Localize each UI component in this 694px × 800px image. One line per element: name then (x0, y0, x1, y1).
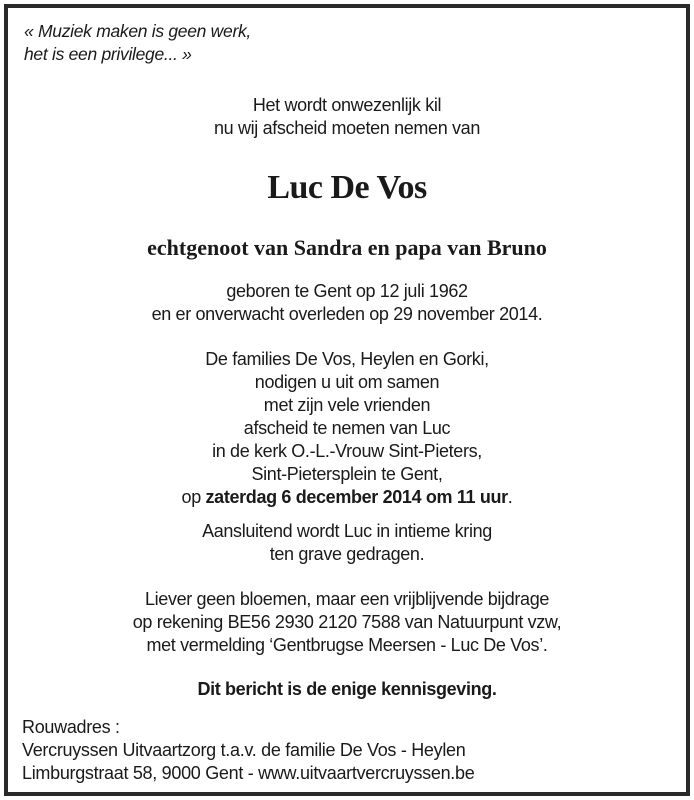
notice-text: Dit bericht is de enige kennisgeving. (197, 679, 497, 699)
burial-line-1: Aansluitend wordt Luc in intieme kring (202, 521, 492, 541)
intro-text (8, 94, 686, 140)
donation-text (8, 588, 686, 657)
address-line-1: Vercruyssen Uitvaartzorg t.a.v. de familie De Vos - Heylen (22, 740, 466, 760)
burial-text (8, 520, 686, 566)
ceremony-line-5: in de kerk O.-L.-Vrouw Sint-Pieters, (212, 441, 482, 461)
ceremony-line-3: met zijn vele vrienden (263, 395, 431, 415)
address-line-2: Limburgstraat 58, 9000 Gent - www.uitvaartvercruyssen.be (22, 763, 475, 783)
ceremony-date-line (8, 486, 686, 509)
donation-line-1: Liever geen bloemen, maar een vrijblijvende bijdrage (144, 589, 550, 609)
ceremony-date: zaterdag 6 december 2014 om 11 uur (205, 487, 508, 507)
obituary-notice (4, 4, 690, 796)
birth-line-2: en er onverwacht overleden op 29 november 2014. (151, 304, 543, 324)
quote (24, 20, 251, 66)
quote-line-2: het is een privilege... » (24, 44, 192, 64)
ceremony-date-prefix: op (181, 487, 206, 507)
donation-line-3: met vermelding ‘Gentbrugse Meersen - Luc De Vos’. (146, 635, 548, 655)
birth-death-text (8, 280, 686, 326)
intro-line-1: Het wordt onwezenlijk kil (252, 95, 442, 115)
deceased-relation: echtgenoot van Sandra en papa van Bruno (147, 235, 547, 260)
ceremony-line-2: nodigen u uit om samen (254, 372, 440, 392)
deceased-name: Luc De Vos (267, 169, 427, 206)
ceremony-line-1: De families De Vos, Heylen en Gorki, (205, 349, 489, 369)
burial-line-2: ten grave gedragen. (269, 544, 425, 564)
ceremony-text (8, 348, 686, 509)
quote-line-1: « Muziek maken is geen werk, (24, 21, 251, 41)
address-label: Rouwadres : (22, 717, 120, 737)
mourning-address (22, 716, 474, 785)
intro-line-2: nu wij afscheid moeten nemen van (214, 118, 480, 138)
ceremony-line-4: afscheid te nemen van Luc (243, 418, 451, 438)
ceremony-date-suffix: . (507, 487, 513, 507)
donation-line-2: op rekening BE56 2930 2120 7588 van Natuurpunt vzw, (132, 612, 562, 632)
ceremony-line-6: Sint-Pietersplein te Gent, (251, 464, 443, 484)
birth-line-1: geboren te Gent op 12 juli 1962 (226, 281, 468, 301)
